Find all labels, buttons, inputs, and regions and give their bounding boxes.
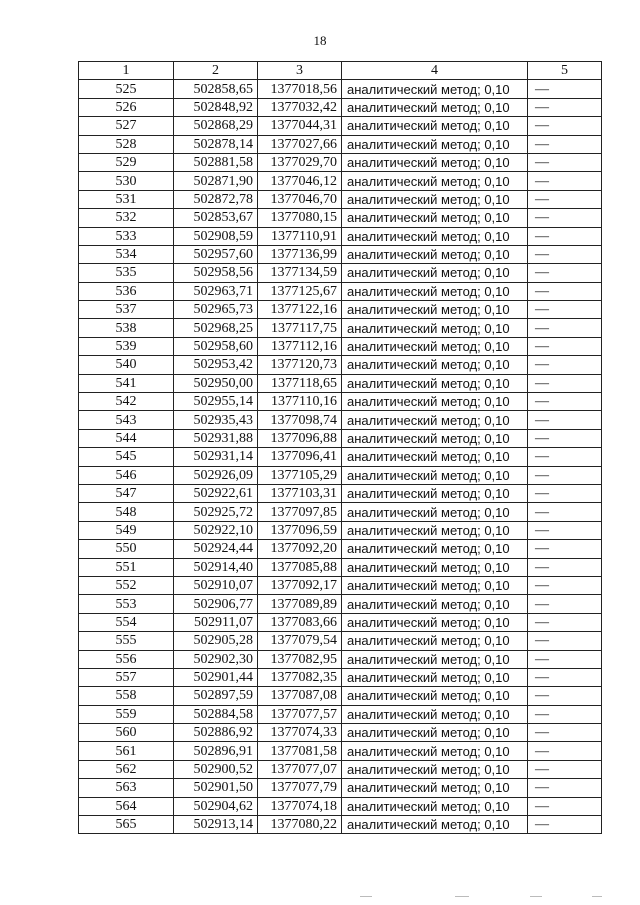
y-coordinate-cell: 1377080,22 [258, 816, 342, 834]
method-accuracy-cell: аналитический метод; 0,10 [342, 172, 528, 190]
x-coordinate-cell: 502925,72 [174, 503, 258, 521]
method-accuracy-cell: аналитический метод; 0,10 [342, 282, 528, 300]
table-row [79, 135, 602, 153]
y-coordinate-cell: 1377085,88 [258, 558, 342, 576]
note-cell: — [528, 466, 602, 484]
method-accuracy-cell: аналитический метод; 0,10 [342, 466, 528, 484]
y-coordinate-cell: 1377118,65 [258, 374, 342, 392]
x-coordinate-cell: 502902,30 [174, 650, 258, 668]
table-row [79, 613, 602, 631]
x-coordinate-cell: 502958,60 [174, 337, 258, 355]
column-header-3: 3 [258, 62, 342, 80]
y-coordinate-cell: 1377081,58 [258, 742, 342, 760]
y-coordinate-cell: 1377103,31 [258, 484, 342, 502]
x-coordinate-cell: 502871,90 [174, 172, 258, 190]
y-coordinate-cell: 1377096,59 [258, 521, 342, 539]
table-row [79, 282, 602, 300]
method-accuracy-cell: аналитический метод; 0,10 [342, 264, 528, 282]
point-number-cell: 561 [79, 742, 174, 760]
x-coordinate-cell: 502906,77 [174, 595, 258, 613]
y-coordinate-cell: 1377110,91 [258, 227, 342, 245]
note-cell: — [528, 172, 602, 190]
note-cell: — [528, 797, 602, 815]
note-cell: — [528, 816, 602, 834]
point-number-cell: 556 [79, 650, 174, 668]
x-coordinate-cell: 502935,43 [174, 411, 258, 429]
x-coordinate-cell: 502872,78 [174, 190, 258, 208]
table-row [79, 448, 602, 466]
x-coordinate-cell: 502881,58 [174, 153, 258, 171]
method-accuracy-cell: аналитический метод; 0,10 [342, 540, 528, 558]
table-row [79, 779, 602, 797]
method-accuracy-cell: аналитический метод; 0,10 [342, 632, 528, 650]
y-coordinate-cell: 1377082,35 [258, 668, 342, 686]
point-number-cell: 546 [79, 466, 174, 484]
method-accuracy-cell: аналитический метод; 0,10 [342, 705, 528, 723]
point-number-cell: 553 [79, 595, 174, 613]
point-number-cell: 525 [79, 80, 174, 98]
point-number-cell: 564 [79, 797, 174, 815]
point-number-cell: 560 [79, 724, 174, 742]
y-coordinate-cell: 1377098,74 [258, 411, 342, 429]
note-cell: — [528, 337, 602, 355]
note-cell: — [528, 98, 602, 116]
table-row [79, 245, 602, 263]
point-number-cell: 552 [79, 576, 174, 594]
y-coordinate-cell: 1377096,88 [258, 429, 342, 447]
point-number-cell: 562 [79, 760, 174, 778]
method-accuracy-cell: аналитический метод; 0,10 [342, 448, 528, 466]
x-coordinate-cell: 502958,56 [174, 264, 258, 282]
note-cell: — [528, 760, 602, 778]
table-row [79, 153, 602, 171]
x-coordinate-cell: 502853,67 [174, 209, 258, 227]
point-number-cell: 538 [79, 319, 174, 337]
table-row [79, 466, 602, 484]
y-coordinate-cell: 1377087,08 [258, 687, 342, 705]
point-number-cell: 545 [79, 448, 174, 466]
point-number-cell: 528 [79, 135, 174, 153]
x-coordinate-cell: 502913,14 [174, 816, 258, 834]
x-coordinate-cell: 502884,58 [174, 705, 258, 723]
y-coordinate-cell: 1377110,16 [258, 393, 342, 411]
method-accuracy-cell: аналитический метод; 0,10 [342, 760, 528, 778]
method-accuracy-cell: аналитический метод; 0,10 [342, 190, 528, 208]
note-cell: — [528, 742, 602, 760]
table-row [79, 172, 602, 190]
y-coordinate-cell: 1377092,17 [258, 576, 342, 594]
table-row [79, 632, 602, 650]
y-coordinate-cell: 1377117,75 [258, 319, 342, 337]
table-row [79, 319, 602, 337]
method-accuracy-cell: аналитический метод; 0,10 [342, 503, 528, 521]
note-cell: — [528, 448, 602, 466]
x-coordinate-cell: 502953,42 [174, 356, 258, 374]
method-accuracy-cell: аналитический метод; 0,10 [342, 742, 528, 760]
y-coordinate-cell: 1377134,59 [258, 264, 342, 282]
point-number-cell: 541 [79, 374, 174, 392]
note-cell: — [528, 503, 602, 521]
x-coordinate-cell: 502931,14 [174, 448, 258, 466]
x-coordinate-cell: 502963,71 [174, 282, 258, 300]
x-coordinate-cell: 502886,92 [174, 724, 258, 742]
point-number-cell: 534 [79, 245, 174, 263]
table-row [79, 687, 602, 705]
note-cell: — [528, 576, 602, 594]
x-coordinate-cell: 502931,88 [174, 429, 258, 447]
y-coordinate-cell: 1377046,70 [258, 190, 342, 208]
point-number-cell: 533 [79, 227, 174, 245]
table-row [79, 337, 602, 355]
table-row [79, 558, 602, 576]
table-row [79, 484, 602, 502]
table-row [79, 98, 602, 116]
y-coordinate-cell: 1377077,57 [258, 705, 342, 723]
point-number-cell: 550 [79, 540, 174, 558]
note-cell: — [528, 209, 602, 227]
note-cell: — [528, 540, 602, 558]
note-cell: — [528, 484, 602, 502]
method-accuracy-cell: аналитический метод; 0,10 [342, 374, 528, 392]
note-cell: — [528, 429, 602, 447]
note-cell: — [528, 393, 602, 411]
table-row [79, 576, 602, 594]
table-row [79, 595, 602, 613]
x-coordinate-cell: 502901,50 [174, 779, 258, 797]
note-cell: — [528, 264, 602, 282]
y-coordinate-cell: 1377046,12 [258, 172, 342, 190]
note-cell: — [528, 153, 602, 171]
point-number-cell: 530 [79, 172, 174, 190]
x-coordinate-cell: 502900,52 [174, 760, 258, 778]
point-number-cell: 543 [79, 411, 174, 429]
table-row [79, 393, 602, 411]
x-coordinate-cell: 502922,10 [174, 521, 258, 539]
table-row [79, 540, 602, 558]
x-coordinate-cell: 502908,59 [174, 227, 258, 245]
column-header-5: 5 [528, 62, 602, 80]
note-cell: — [528, 356, 602, 374]
y-coordinate-cell: 1377112,16 [258, 337, 342, 355]
method-accuracy-cell: аналитический метод; 0,10 [342, 356, 528, 374]
method-accuracy-cell: аналитический метод; 0,10 [342, 98, 528, 116]
page-number: 18 [313, 33, 327, 48]
point-number-cell: 526 [79, 98, 174, 116]
x-coordinate-cell: 502926,09 [174, 466, 258, 484]
y-coordinate-cell: 1377032,42 [258, 98, 342, 116]
coordinates-table [78, 61, 602, 834]
table-row [79, 650, 602, 668]
point-number-cell: 565 [79, 816, 174, 834]
point-number-cell: 557 [79, 668, 174, 686]
note-cell: — [528, 411, 602, 429]
point-number-cell: 537 [79, 301, 174, 319]
table-body [79, 80, 602, 834]
y-coordinate-cell: 1377074,18 [258, 797, 342, 815]
x-coordinate-cell: 502911,07 [174, 613, 258, 631]
x-coordinate-cell: 502957,60 [174, 245, 258, 263]
point-number-cell: 535 [79, 264, 174, 282]
x-coordinate-cell: 502924,44 [174, 540, 258, 558]
column-header-4: 4 [342, 62, 528, 80]
table-row [79, 521, 602, 539]
y-coordinate-cell: 1377120,73 [258, 356, 342, 374]
note-cell: — [528, 705, 602, 723]
method-accuracy-cell: аналитический метод; 0,10 [342, 687, 528, 705]
note-cell: — [528, 687, 602, 705]
y-coordinate-cell: 1377096,41 [258, 448, 342, 466]
y-coordinate-cell: 1377029,70 [258, 153, 342, 171]
method-accuracy-cell: аналитический метод; 0,10 [342, 558, 528, 576]
note-cell: — [528, 245, 602, 263]
table-row [79, 356, 602, 374]
point-number-cell: 547 [79, 484, 174, 502]
point-number-cell: 527 [79, 117, 174, 135]
y-coordinate-cell: 1377122,16 [258, 301, 342, 319]
method-accuracy-cell: аналитический метод; 0,10 [342, 135, 528, 153]
y-coordinate-cell: 1377027,66 [258, 135, 342, 153]
method-accuracy-cell: аналитический метод; 0,10 [342, 797, 528, 815]
table-row [79, 80, 602, 98]
x-coordinate-cell: 502868,29 [174, 117, 258, 135]
table-row [79, 411, 602, 429]
x-coordinate-cell: 502848,92 [174, 98, 258, 116]
method-accuracy-cell: аналитический метод; 0,10 [342, 429, 528, 447]
note-cell: — [528, 80, 602, 98]
y-coordinate-cell: 1377077,79 [258, 779, 342, 797]
note-cell: — [528, 135, 602, 153]
method-accuracy-cell: аналитический метод; 0,10 [342, 724, 528, 742]
point-number-cell: 532 [79, 209, 174, 227]
note-cell: — [528, 190, 602, 208]
point-number-cell: 555 [79, 632, 174, 650]
method-accuracy-cell: аналитический метод; 0,10 [342, 227, 528, 245]
point-number-cell: 554 [79, 613, 174, 631]
note-cell: — [528, 632, 602, 650]
note-cell: — [528, 301, 602, 319]
y-coordinate-cell: 1377044,31 [258, 117, 342, 135]
x-coordinate-cell: 502878,14 [174, 135, 258, 153]
method-accuracy-cell: аналитический метод; 0,10 [342, 779, 528, 797]
point-number-cell: 558 [79, 687, 174, 705]
y-coordinate-cell: 1377105,29 [258, 466, 342, 484]
note-cell: — [528, 668, 602, 686]
table-row [79, 264, 602, 282]
y-coordinate-cell: 1377079,54 [258, 632, 342, 650]
y-coordinate-cell: 1377077,07 [258, 760, 342, 778]
method-accuracy-cell: аналитический метод; 0,10 [342, 595, 528, 613]
note-cell: — [528, 595, 602, 613]
y-coordinate-cell: 1377080,15 [258, 209, 342, 227]
x-coordinate-cell: 502950,00 [174, 374, 258, 392]
point-number-cell: 540 [79, 356, 174, 374]
table-row [79, 301, 602, 319]
x-coordinate-cell: 502914,40 [174, 558, 258, 576]
method-accuracy-cell: аналитический метод; 0,10 [342, 484, 528, 502]
y-coordinate-cell: 1377083,66 [258, 613, 342, 631]
y-coordinate-cell: 1377074,33 [258, 724, 342, 742]
x-coordinate-cell: 502905,28 [174, 632, 258, 650]
table-row [79, 760, 602, 778]
method-accuracy-cell: аналитический метод; 0,10 [342, 245, 528, 263]
method-accuracy-cell: аналитический метод; 0,10 [342, 521, 528, 539]
x-coordinate-cell: 502922,61 [174, 484, 258, 502]
note-cell: — [528, 521, 602, 539]
x-coordinate-cell: 502904,62 [174, 797, 258, 815]
note-cell: — [528, 613, 602, 631]
table-row [79, 209, 602, 227]
note-cell: — [528, 558, 602, 576]
method-accuracy-cell: аналитический метод; 0,10 [342, 319, 528, 337]
table-row [79, 429, 602, 447]
y-coordinate-cell: 1377082,95 [258, 650, 342, 668]
x-coordinate-cell: 502965,73 [174, 301, 258, 319]
note-cell: — [528, 650, 602, 668]
method-accuracy-cell: аналитический метод; 0,10 [342, 576, 528, 594]
method-accuracy-cell: аналитический метод; 0,10 [342, 668, 528, 686]
table-row [79, 705, 602, 723]
point-number-cell: 551 [79, 558, 174, 576]
method-accuracy-cell: аналитический метод; 0,10 [342, 613, 528, 631]
note-cell: — [528, 227, 602, 245]
note-cell: — [528, 117, 602, 135]
point-number-cell: 536 [79, 282, 174, 300]
method-accuracy-cell: аналитический метод; 0,10 [342, 153, 528, 171]
table-row [79, 117, 602, 135]
x-coordinate-cell: 502955,14 [174, 393, 258, 411]
point-number-cell: 549 [79, 521, 174, 539]
point-number-cell: 548 [79, 503, 174, 521]
note-cell: — [528, 374, 602, 392]
x-coordinate-cell: 502896,91 [174, 742, 258, 760]
table-row [79, 503, 602, 521]
column-header-2: 2 [174, 62, 258, 80]
table-row [79, 742, 602, 760]
method-accuracy-cell: аналитический метод; 0,10 [342, 80, 528, 98]
method-accuracy-cell: аналитический метод; 0,10 [342, 301, 528, 319]
method-accuracy-cell: аналитический метод; 0,10 [342, 337, 528, 355]
y-coordinate-cell: 1377097,85 [258, 503, 342, 521]
point-number-cell: 539 [79, 337, 174, 355]
x-coordinate-cell: 502910,07 [174, 576, 258, 594]
x-coordinate-cell: 502897,59 [174, 687, 258, 705]
method-accuracy-cell: аналитический метод; 0,10 [342, 411, 528, 429]
table-row [79, 227, 602, 245]
method-accuracy-cell: аналитический метод; 0,10 [342, 209, 528, 227]
table-row [79, 816, 602, 834]
note-cell: — [528, 724, 602, 742]
y-coordinate-cell: 1377018,56 [258, 80, 342, 98]
method-accuracy-cell: аналитический метод; 0,10 [342, 650, 528, 668]
table-header-row [79, 62, 602, 80]
note-cell: — [528, 779, 602, 797]
point-number-cell: 531 [79, 190, 174, 208]
y-coordinate-cell: 1377125,67 [258, 282, 342, 300]
x-coordinate-cell: 502901,44 [174, 668, 258, 686]
note-cell: — [528, 319, 602, 337]
x-coordinate-cell: 502968,25 [174, 319, 258, 337]
point-number-cell: 542 [79, 393, 174, 411]
scan-artifacts [360, 896, 610, 900]
table-row [79, 724, 602, 742]
point-number-cell: 529 [79, 153, 174, 171]
point-number-cell: 544 [79, 429, 174, 447]
table-row [79, 797, 602, 815]
table-row [79, 668, 602, 686]
point-number-cell: 563 [79, 779, 174, 797]
y-coordinate-cell: 1377092,20 [258, 540, 342, 558]
table-row [79, 374, 602, 392]
method-accuracy-cell: аналитический метод; 0,10 [342, 117, 528, 135]
note-cell: — [528, 282, 602, 300]
y-coordinate-cell: 1377089,89 [258, 595, 342, 613]
column-header-1: 1 [79, 62, 174, 80]
method-accuracy-cell: аналитический метод; 0,10 [342, 393, 528, 411]
point-number-cell: 559 [79, 705, 174, 723]
x-coordinate-cell: 502858,65 [174, 80, 258, 98]
table-row [79, 190, 602, 208]
y-coordinate-cell: 1377136,99 [258, 245, 342, 263]
method-accuracy-cell: аналитический метод; 0,10 [342, 816, 528, 834]
